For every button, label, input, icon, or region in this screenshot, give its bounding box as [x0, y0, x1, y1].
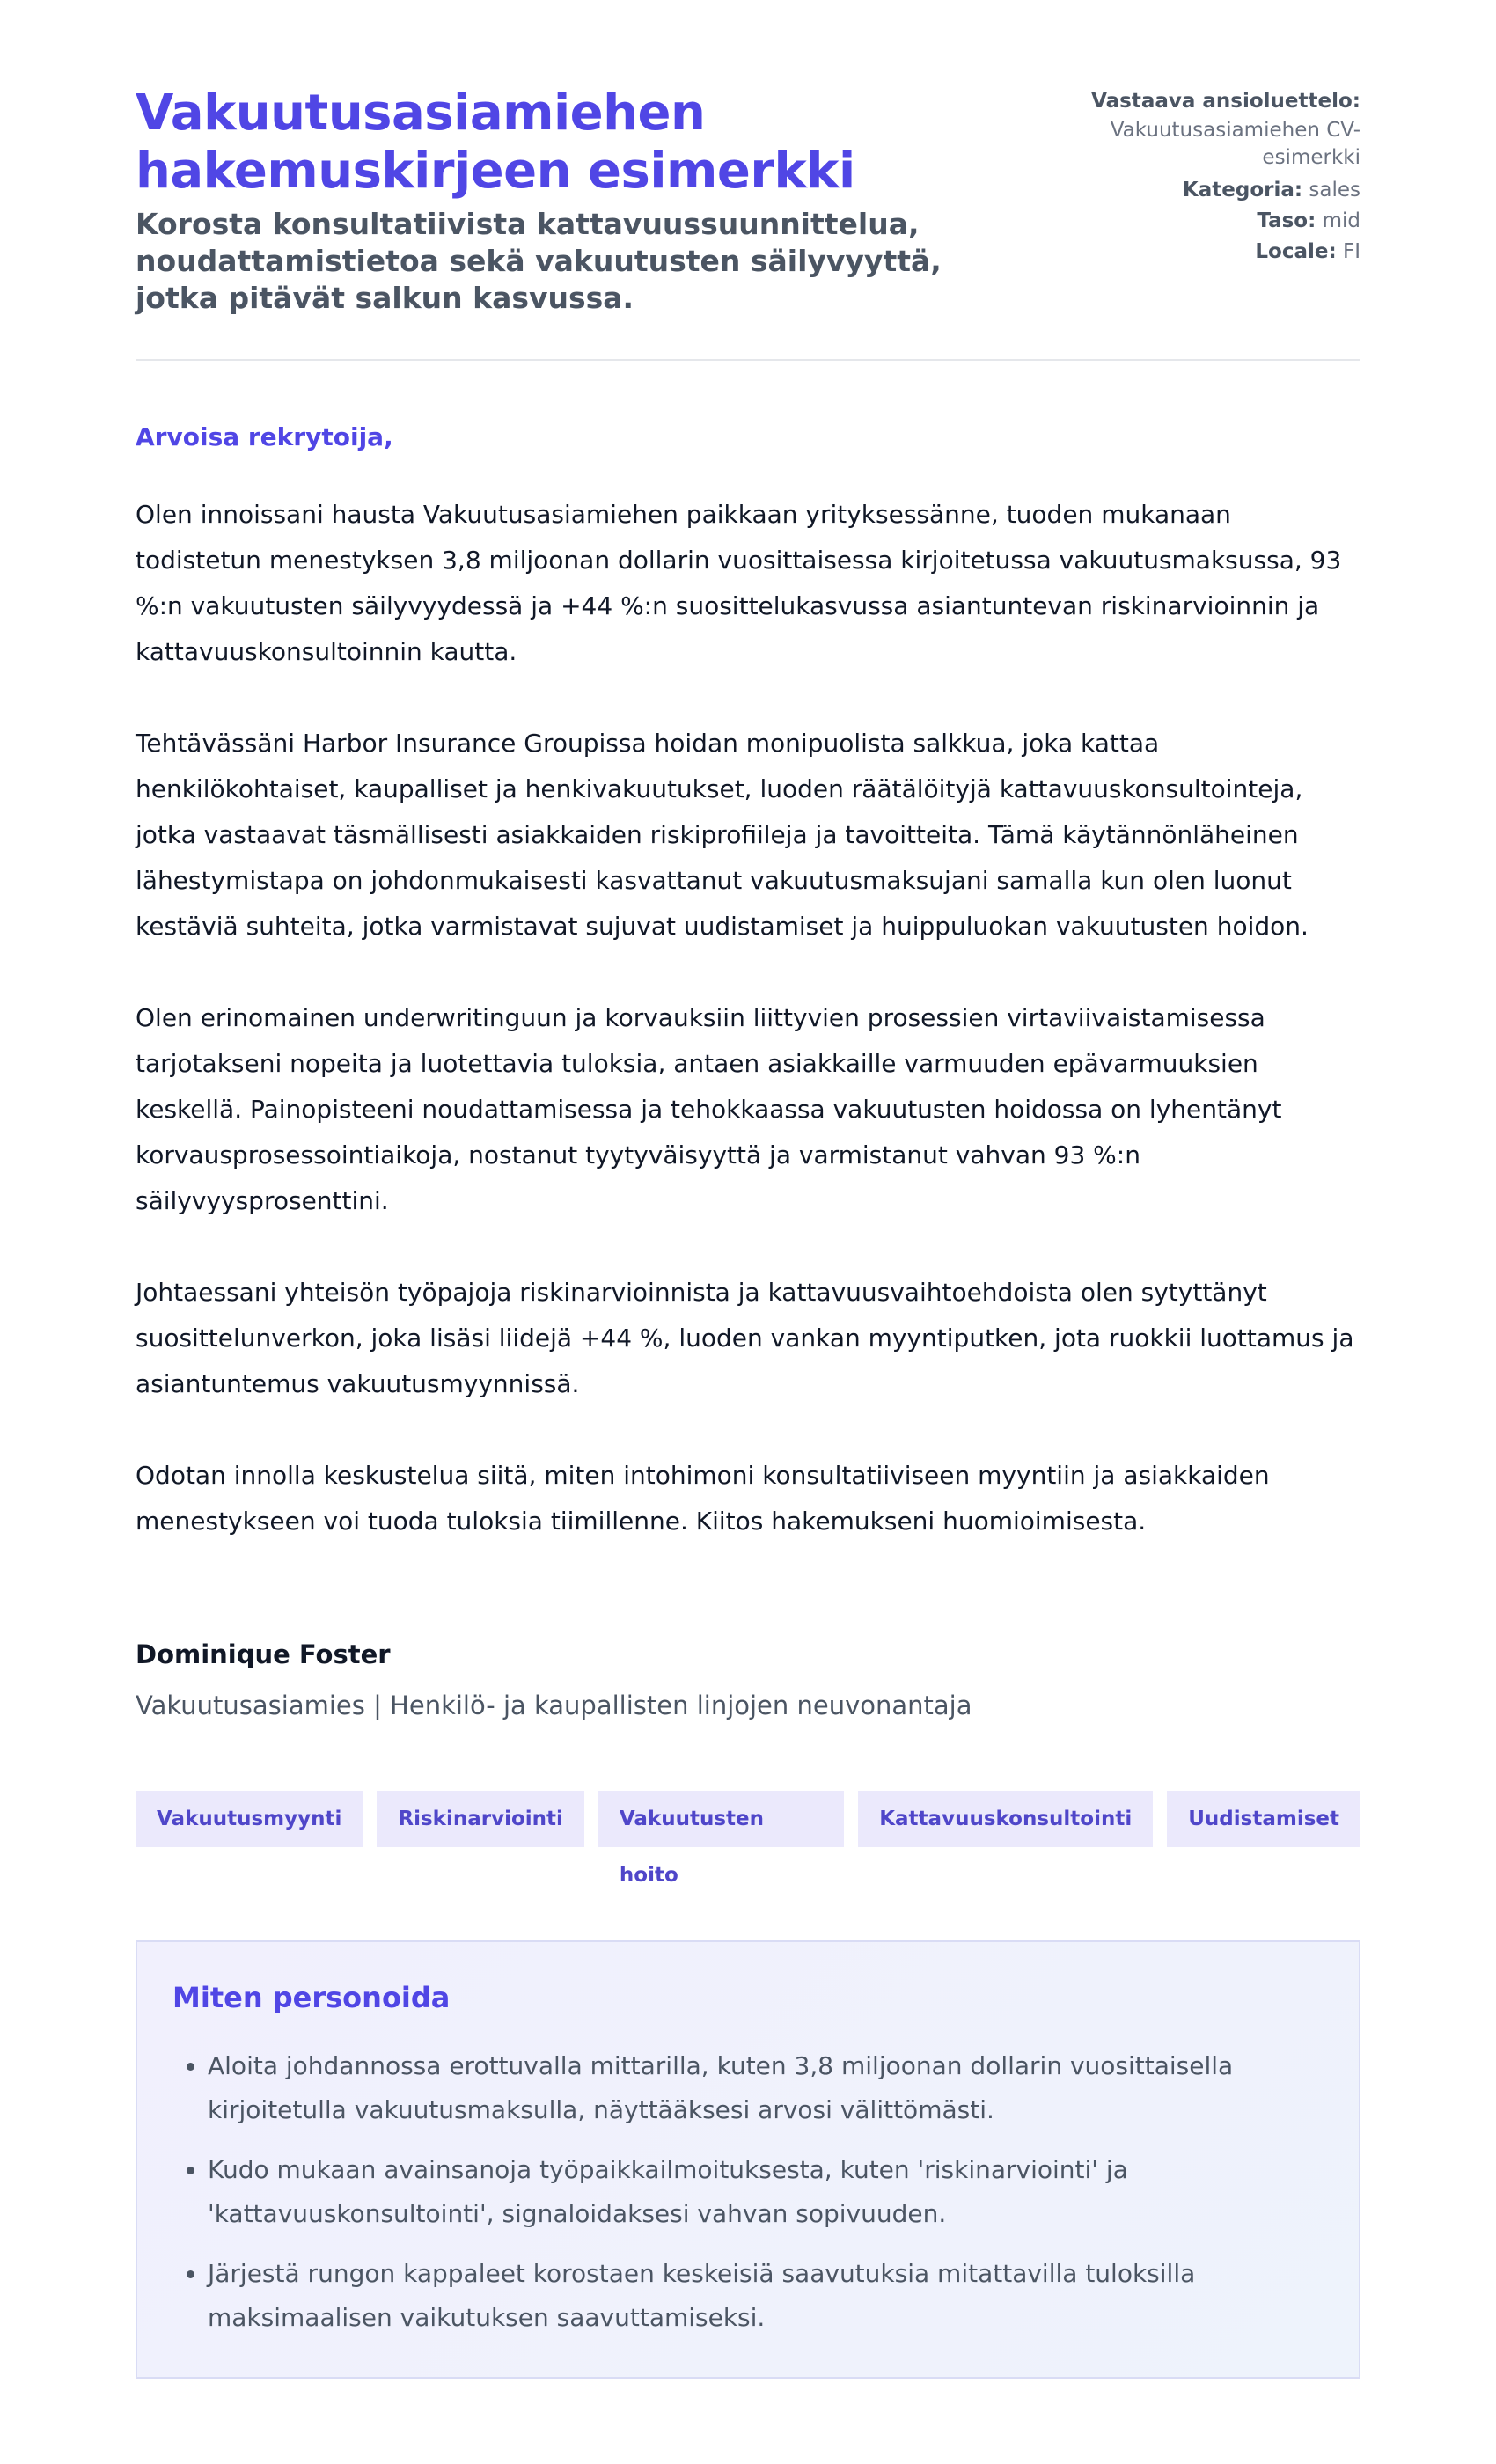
header-titles [136, 84, 1050, 317]
tip-item: • Aloita johdannossa erottuvalla mittarilla, kuten 3,8 miljoonan dollarin vuosittaisella kirjoitetulla vakuutusmaksulla, näyttääksesi arvosi välittömästi. [208, 2044, 1324, 2132]
meta-category-value: sales [1309, 179, 1360, 202]
skill-tag: Kattavuuskonsultointi [858, 1791, 1153, 1847]
skill-tag: Uudistamiset [1167, 1791, 1360, 1847]
meta-resume-link[interactable]: Vakuutusasiamiehen CV-esimerkki [1110, 119, 1360, 169]
meta-locale [1050, 237, 1360, 268]
personalize-tips-box [136, 1940, 1360, 2379]
tips-title: Miten personoida [172, 1981, 451, 2014]
meta-category-label: Kategoria: [1182, 179, 1303, 202]
letter-paragraph: Olen erinomainen underwritinguun ja korvauksiin liittyvien prosessien virtaviivaistamisessa tarjotakseni nopeita ja luotettavia tuloksia, antaen asiakkaille varmuuden epävarmuuksien keskellä. Painopisteeni noudattamisessa ja tehokkaassa vakuutusten hoidossa on lyhentänyt korvausprosessointiaikoja, nostanut tyytyväisyyttä ja varmistanut vahvan 93 %:n säilyvyysprosenttini. [136, 1003, 1282, 1215]
meta-category [1050, 175, 1360, 206]
meta-resume-label: Vastaava ansioluettelo: [1091, 90, 1360, 113]
signature-block [136, 1639, 1360, 1720]
meta-level-label: Taso: [1257, 209, 1316, 232]
signature-name: Dominique Foster [136, 1639, 391, 1669]
tip-item: • Järjestä rungon kappaleet korostaen keskeisiä saavutuksia mitattavilla tuloksilla maksimaalisen vaikutuksen saavuttamiseksi. [208, 2252, 1324, 2340]
signature-role: Vakuutusasiamies | Henkilö- ja kaupallisten linjojen neuvonantaja [136, 1690, 972, 1720]
meta-resume [1050, 86, 1360, 172]
tip-item: • Kudo mukaan avainsanoja työpaikkailmoituksesta, kuten 'riskinarviointi' ja 'kattavuuskonsultointi', signaloidaksesi vahvan sopivuuden. [208, 2148, 1324, 2236]
meta-level-value: mid [1322, 209, 1360, 232]
letter-paragraph: Odotan innolla keskustelua siitä, miten intohimoni konsultatiiviseen myyntiin ja asiakkaiden menestykseen voi tuoda tuloksia tiimillenne. Kiitos hakemukseni huomioimisesta. [136, 1461, 1270, 1536]
letter-salutation: Arvoisa rekrytoija, [136, 422, 393, 451]
meta-locale-label: Locale: [1255, 240, 1337, 263]
meta-panel [1050, 86, 1360, 268]
skill-tag: Vakuutusten hoito [598, 1791, 844, 1847]
letter-paragraph: Johtaessani yhteisön työpajoja riskinarvioinnista ja kattavuusvaihtoehdoista olen sytyttänyt suosittelunverkon, joka lisäsi liidejä +44 %, luoden vankan myyntiputken, jota ruokkii luottamus ja asiantuntemus vakuutusmyynnissä. [136, 1278, 1354, 1398]
tips-list [172, 2044, 1324, 2340]
page-title: Vakuutusasiamiehen hakemuskirjeen esimerkki [136, 84, 855, 200]
meta-locale-value: FI [1342, 240, 1360, 263]
letter-body [136, 492, 1360, 1544]
page-subtitle: Korosta konsultatiivista kattavuussuunnittelua, noudattamistietoa sekä vakuutusten säilyvyyttä, jotka pitävät salkun kasvussa. [136, 207, 942, 315]
letter-paragraph: Olen innoissani hausta Vakuutusasiamiehen paikkaan yrityksessänne, tuoden mukanaan todistetun menestyksen 3,8 miljoonan dollarin vuosittaisessa kirjoitetussa vakuutusmaksussa, 93 %:n vakuutusten säilyvyydessä ja +44 %:n suosittelukasvussa asiantuntevan riskinarvioinnin ja kattavuuskonsultoinnin kautta. [136, 500, 1342, 666]
skill-tag: Vakuutusmyynti [136, 1791, 363, 1847]
page-header [136, 84, 1360, 317]
letter-paragraph: Tehtävässäni Harbor Insurance Groupissa hoidan monipuolista salkkua, joka kattaa henkilökohtaiset, kaupalliset ja henkivakuutukset, luoden räätälöityjä kattavuuskonsultointeja, jotka vastaavat täsmällisesti asiakkaiden riskiprofiileja ja tavoitteita. Tämä käytännönläheinen lähestymistapa on johdonmukaisesti kasvattanut vakuutusmaksujani samalla kun olen luonut kestäviä suhteita, jotka varmistavat sujuvat uudistamiset ja huippuluokan vakuutusten hoidon. [136, 729, 1309, 941]
skill-tag: Riskinarviointi [377, 1791, 584, 1847]
header-divider [136, 359, 1360, 361]
skill-tags [136, 1791, 1360, 1887]
meta-level [1050, 206, 1360, 237]
